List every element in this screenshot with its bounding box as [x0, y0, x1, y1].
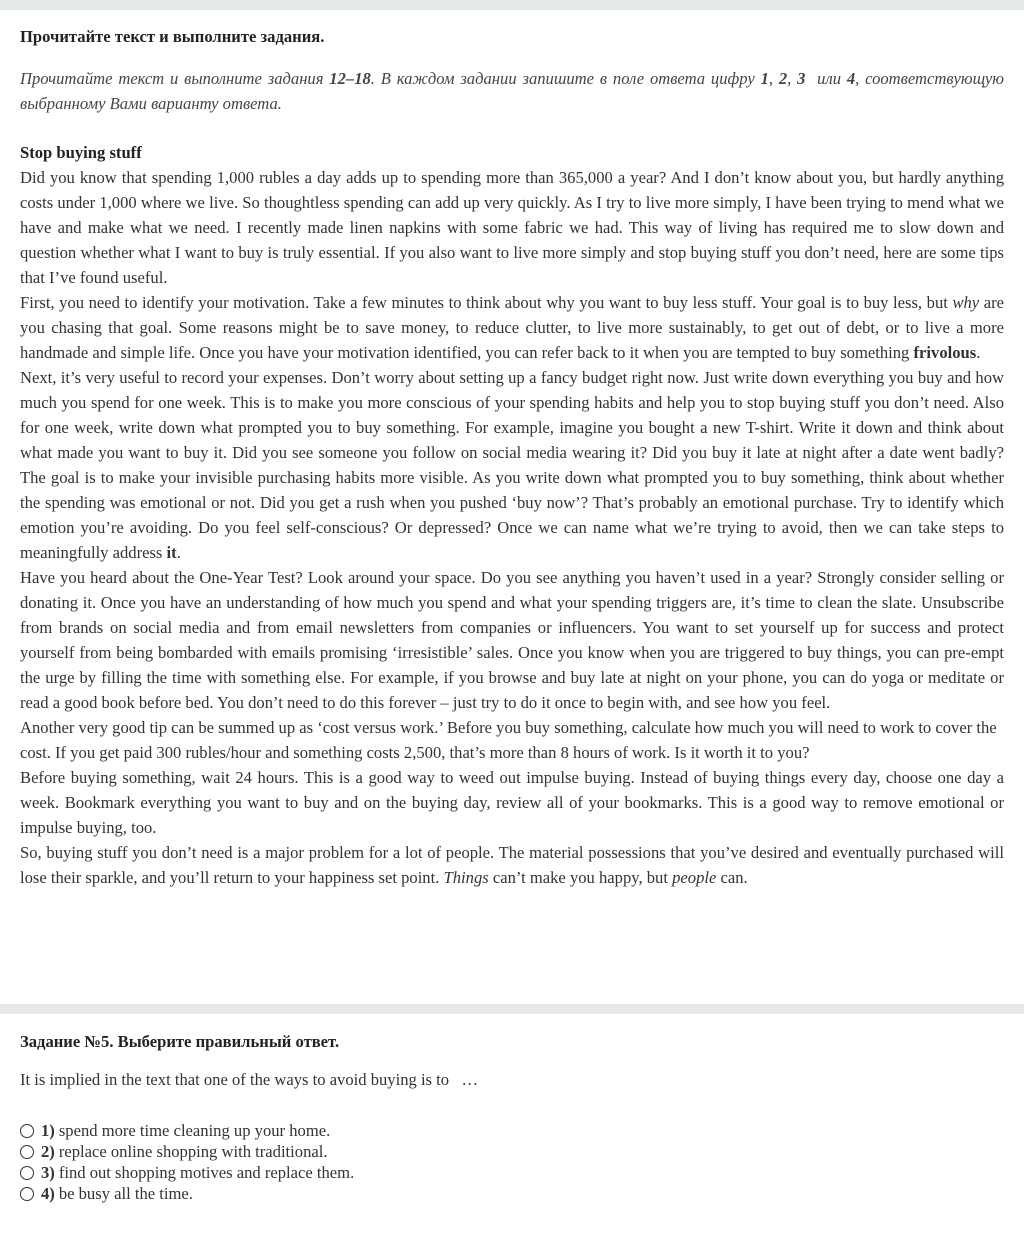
top-divider — [0, 0, 1024, 10]
paragraph-6: Before buying something, wait 24 hours. This is a good way to weed out impulse buying. Instead of buying things every day, choose one day a week. Bookmark everything you want to buy and on the buying day, review all of your bookmarks. This is a good way to remove emotional or impulse buying, too. — [20, 768, 1004, 837]
paragraph-text: First, you need to identify your motivation. Take a few minutes to think about why you want to buy less stuff. Your goal is to buy less, but — [20, 293, 953, 312]
option-number: 4) — [41, 1184, 55, 1203]
digit-3: 3 — [797, 69, 806, 88]
paragraph-7 — [20, 840, 1004, 890]
paragraph-text: . — [976, 343, 981, 362]
paragraph-4: Have you heard about the One-Year Test? Look around your space. Do you see anything you haven’t used in a year? Strongly consider selling or donating it. Once you have an understanding of how much you spend and what your spending triggers are, it’s time to clean the slate. Unsubscribe from brands on social media and from email newsletters from companies or influencers. You want to set yourself up for success and protect yourself from being bombarded with emails promising ‘irresistible’ sales. Once you know when you are triggered to buy things, you can pre-empt the urge by filling the time with something else. For example, if you browse and buy late at night on your phone, you can do yoga or meditate or read a good book before bed. You don’t need to do this forever – just try to do it once to begin with, and see how you feel. — [20, 568, 1004, 712]
answer-option-1[interactable] — [20, 1120, 1004, 1141]
option-text: spend more time cleaning up your home. — [58, 1121, 331, 1140]
radio-button[interactable] — [20, 1145, 34, 1159]
task-section — [20, 1030, 1004, 1204]
paragraph-text: are you chasing that goal. Some reasons might be to save money, to reduce clutter, to live more sustainably, to get out of debt, or to live a more handmade and simple life. Once you have your motivation identified, you can refer back to it when you are tempted to buy something — [20, 293, 1005, 362]
radio-button[interactable] — [20, 1187, 34, 1201]
option-text: replace online shopping with traditional. — [58, 1142, 328, 1161]
paragraph-text: can. — [716, 868, 748, 887]
paragraph-text: Next, it’s very useful to record your expenses. Don’t worry about setting up a fancy budget right now. Just write down everything you buy and how much you spend for one week. This is to make you more conscious of your spending habits and help you to stop buying stuff you don’t need. Also for one week, write down what prompted you to buy something. For example, imagine you bought a new T-shirt. Write it down and think about what made you want to buy it. Did you see someone you follow on social media wearing it? Did you buy it late at night after a date went badly? The goal is to make your invisible purchasing habits more visible. As you write down what prompted you to buy something, think about whether the spending was emotional or not. Did you get a rush when you pushed ‘buy now’? That’s probably an emotional purchase. Try to identify which emotion you’re avoiding. Do you feel self-conscious? Or depressed? Once we can name what we’re trying to avoid, then we can take steps to meaningfully address — [20, 368, 1004, 562]
emphasis-people: people — [672, 868, 717, 887]
paragraph-text: can’t make you happy, but — [488, 868, 673, 887]
option-number: 1) — [41, 1121, 55, 1140]
digit-4: 4 — [846, 69, 856, 88]
option-number: 3) — [41, 1163, 55, 1182]
instructions-text: Прочитайте текст и выполните задания — [20, 69, 330, 88]
paragraph-1: Did you know that spending 1,000 rubles a day adds up to spending more than 365,000 a year? And I don’t know about you, but hardly anything costs under 1,000 where we live. So thoughtless spending can add up very quickly. As I try to live more simply, I have been trying to mend what we have and make what we need. I recently made linen napkins with some fabric we had. This way of living has required me to slow down and question whether what I want to buy is truly essential. If you also want to live more simply and stop buying stuff you don’t need, here are some tips that I’ve found useful. — [20, 168, 1004, 287]
paragraph-text: . — [176, 543, 181, 562]
answer-option-2[interactable] — [20, 1141, 1004, 1162]
answer-options — [20, 1120, 1004, 1204]
radio-button[interactable] — [20, 1166, 34, 1180]
digit-2: 2 — [778, 69, 788, 88]
option-number: 2) — [41, 1142, 55, 1161]
task-range: 12–18 — [329, 69, 371, 88]
bold-it: it — [166, 543, 177, 562]
option-text: find out shopping motives and replace them. — [58, 1163, 355, 1182]
paragraph-5: Another very good tip can be summed up as ‘cost versus work.’ Before you buy something, calculate how much you will need to work to cover the cost. If you get paid 300 rubles/hour and something costs 2,500, that’s more than 8 hours of work. Is it worth it to you? — [20, 718, 997, 762]
answer-option-3[interactable] — [20, 1162, 1004, 1183]
instructions-text: , соответствующую выбранному Вами варианту ответа. — [20, 69, 1004, 113]
bold-frivolous: frivolous — [913, 343, 977, 362]
option-text: be busy all the time. — [58, 1184, 193, 1203]
emphasis-why: why — [952, 293, 980, 312]
digit-1: 1 — [760, 69, 769, 88]
section-divider — [0, 1004, 1024, 1014]
reading-section — [20, 25, 1004, 890]
answer-option-4[interactable] — [20, 1183, 1004, 1204]
task-heading: Задание №5. Выберите правильный ответ. — [20, 1032, 340, 1051]
paragraph-3 — [20, 365, 1004, 565]
task-question: It is implied in the text that one of the ways to avoid buying is to … — [20, 1070, 479, 1089]
instructions-text: . В каждом задании запишите в поле ответа цифру — [370, 69, 761, 88]
text-title: Stop buying stuff — [20, 143, 142, 162]
main-heading: Прочитайте текст и выполните задания. — [20, 27, 325, 46]
paragraph-2 — [20, 290, 1004, 365]
separator: , — [768, 69, 779, 88]
emphasis-things: Things — [443, 868, 489, 887]
radio-button[interactable] — [20, 1124, 34, 1138]
separator: , — [787, 69, 798, 88]
paragraph-text: So, buying stuff you don’t need is a major problem for a lot of people. The material possessions that you’ve desired and eventually purchased will lose their sparkle, and you’ll return to your happiness set point. — [20, 843, 1004, 887]
instructions — [20, 66, 1004, 116]
instructions-text: или — [805, 69, 847, 88]
